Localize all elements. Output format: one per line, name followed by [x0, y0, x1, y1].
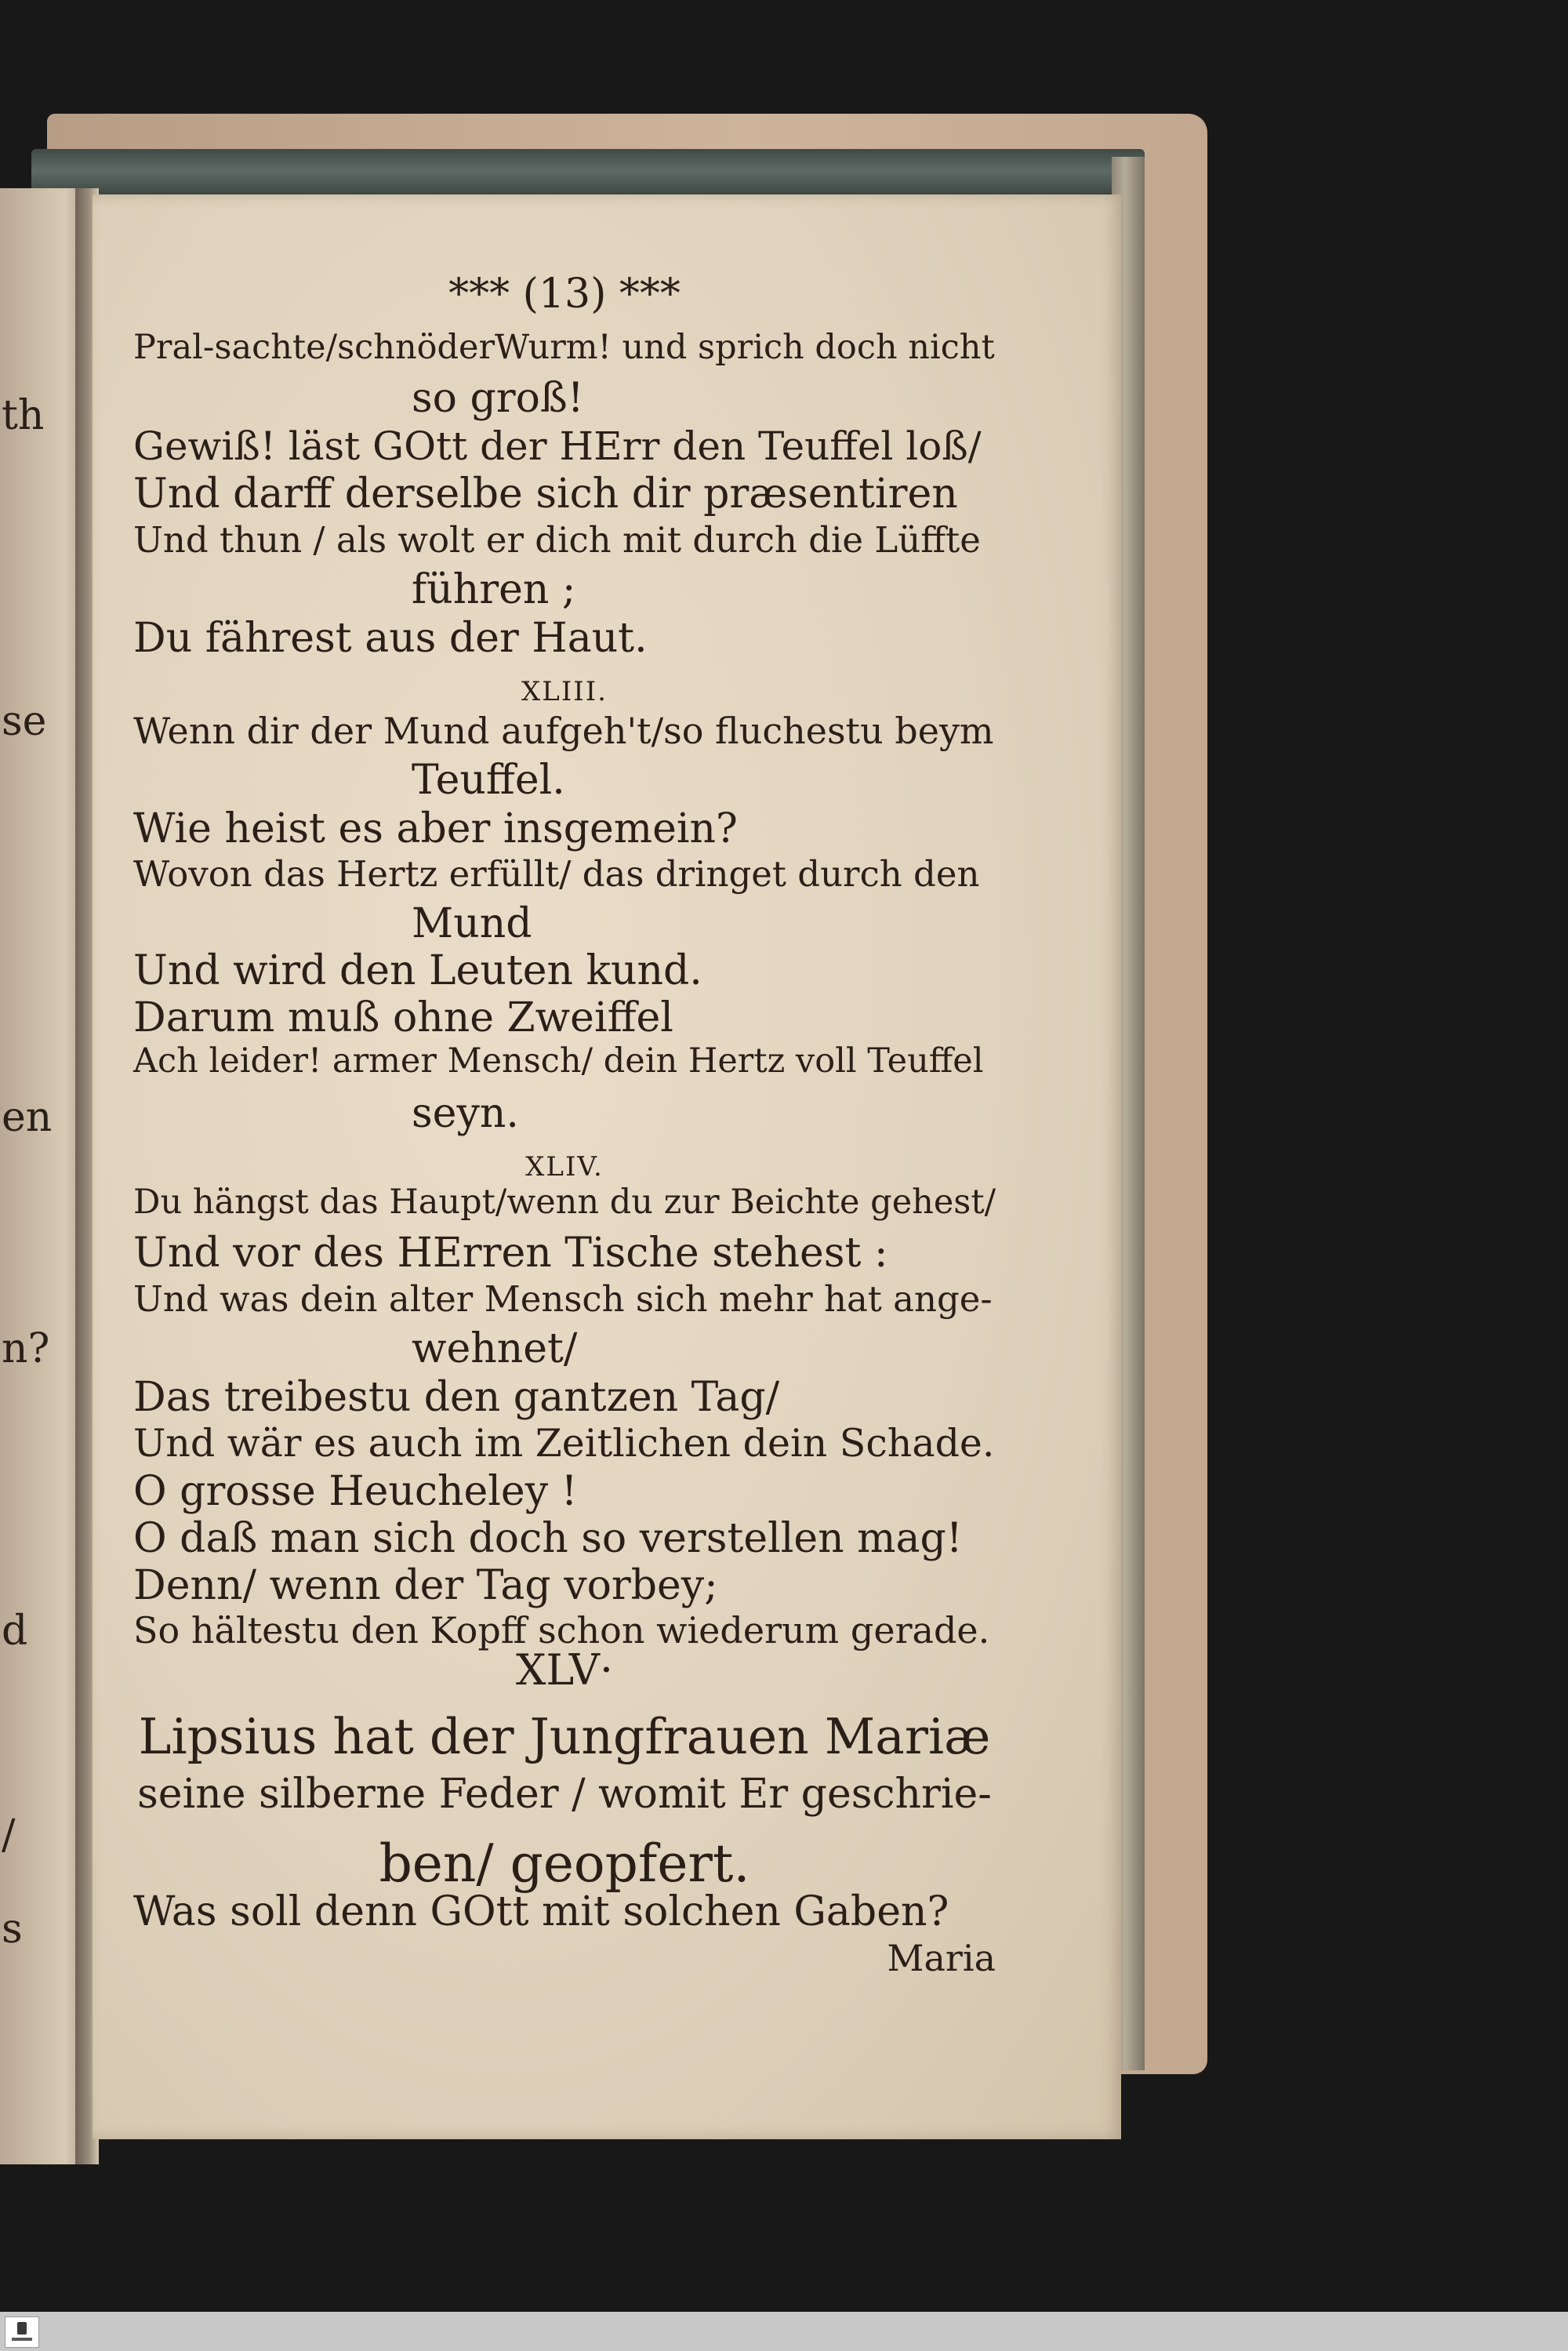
text-line: Wenn dir der Mund aufgeh't/so fluchestu beym: [133, 710, 994, 752]
left-margin-fragment: s: [2, 1906, 23, 1953]
catchword: Maria: [887, 1937, 996, 1979]
text-line: Wovon das Hertz erfüllt/ das dringet durch den: [133, 853, 980, 895]
text-line: Und thun / als wolt er dich mit durch die Lüffte: [133, 519, 981, 561]
section-heading: seine silberne Feder / womit Er geschrie-: [137, 1771, 992, 1818]
page-number: *** (13) ***: [448, 271, 681, 318]
text-line: Und wär es auch im Zeitlichen dein Schade.: [133, 1421, 995, 1466]
stanza-number: XLV·: [515, 1645, 614, 1695]
text-line: so groß!: [412, 375, 584, 422]
left-margin-fragment: d: [2, 1608, 28, 1655]
text-line: Und wird den Leuten kund.: [133, 947, 702, 994]
left-margin-fragment: /: [2, 1811, 16, 1859]
text-line: O daß man sich doch so verstellen mag!: [133, 1515, 963, 1562]
text-line: Mund: [412, 900, 532, 947]
text-line: So hältestu den Kopff schon wiederum gerade.: [133, 1609, 990, 1652]
text-line: Was soll denn GOtt mit solchen Gaben?: [133, 1888, 949, 1935]
text-line: Und was dein alter Mensch sich mehr hat ange-: [133, 1278, 993, 1320]
text-line: Teuffel.: [412, 757, 565, 804]
section-heading: Lipsius hat der Jungfrauen Mariæ: [138, 1708, 991, 1765]
text-line: seyn.: [412, 1090, 519, 1137]
text-line: Gewiß! läst GOtt der HErr den Teuffel loß/: [133, 423, 982, 469]
text-line: O grosse Heucheley !: [133, 1468, 578, 1515]
text-line: Und darff derselbe sich dir præsentiren: [133, 471, 958, 518]
text-line: Wie heist es aber insgemein?: [133, 805, 738, 852]
text-line: Du hängst das Haupt/wenn du zur Beichte gehest/: [133, 1183, 996, 1222]
library-logo: [5, 2316, 39, 2348]
left-margin-fragment: se: [2, 698, 47, 745]
text-line: Das treibestu den gantzen Tag/: [133, 1374, 780, 1421]
stanza-number: XLIV.: [525, 1151, 604, 1183]
left-margin-fragment: n?: [2, 1325, 50, 1372]
page-block-top-edge: [31, 149, 1145, 198]
text-line: Ach leider! armer Mensch/ dein Hertz voll Teuffel: [133, 1041, 984, 1081]
text-line: Pral-sachte/schnöderWurm! und sprich doch nicht: [133, 328, 995, 367]
text-line: Darum muß ohne Zweiffel: [133, 994, 673, 1041]
section-heading: ben/ geopfert.: [379, 1833, 750, 1894]
text-line: Denn/ wenn der Tag vorbey;: [133, 1562, 718, 1609]
left-margin-fragment: en: [2, 1094, 53, 1141]
left-margin-fragment: th: [2, 392, 45, 439]
text-line: Du fährest aus der Haut.: [133, 615, 648, 662]
stanza-number: XLIII.: [521, 676, 608, 707]
text-line: Und vor des HErren Tische stehest :: [133, 1230, 888, 1277]
text-line: wehnet/: [412, 1325, 578, 1372]
text-line: führen ;: [412, 566, 576, 613]
scan-footer-bar: [0, 2312, 1568, 2351]
